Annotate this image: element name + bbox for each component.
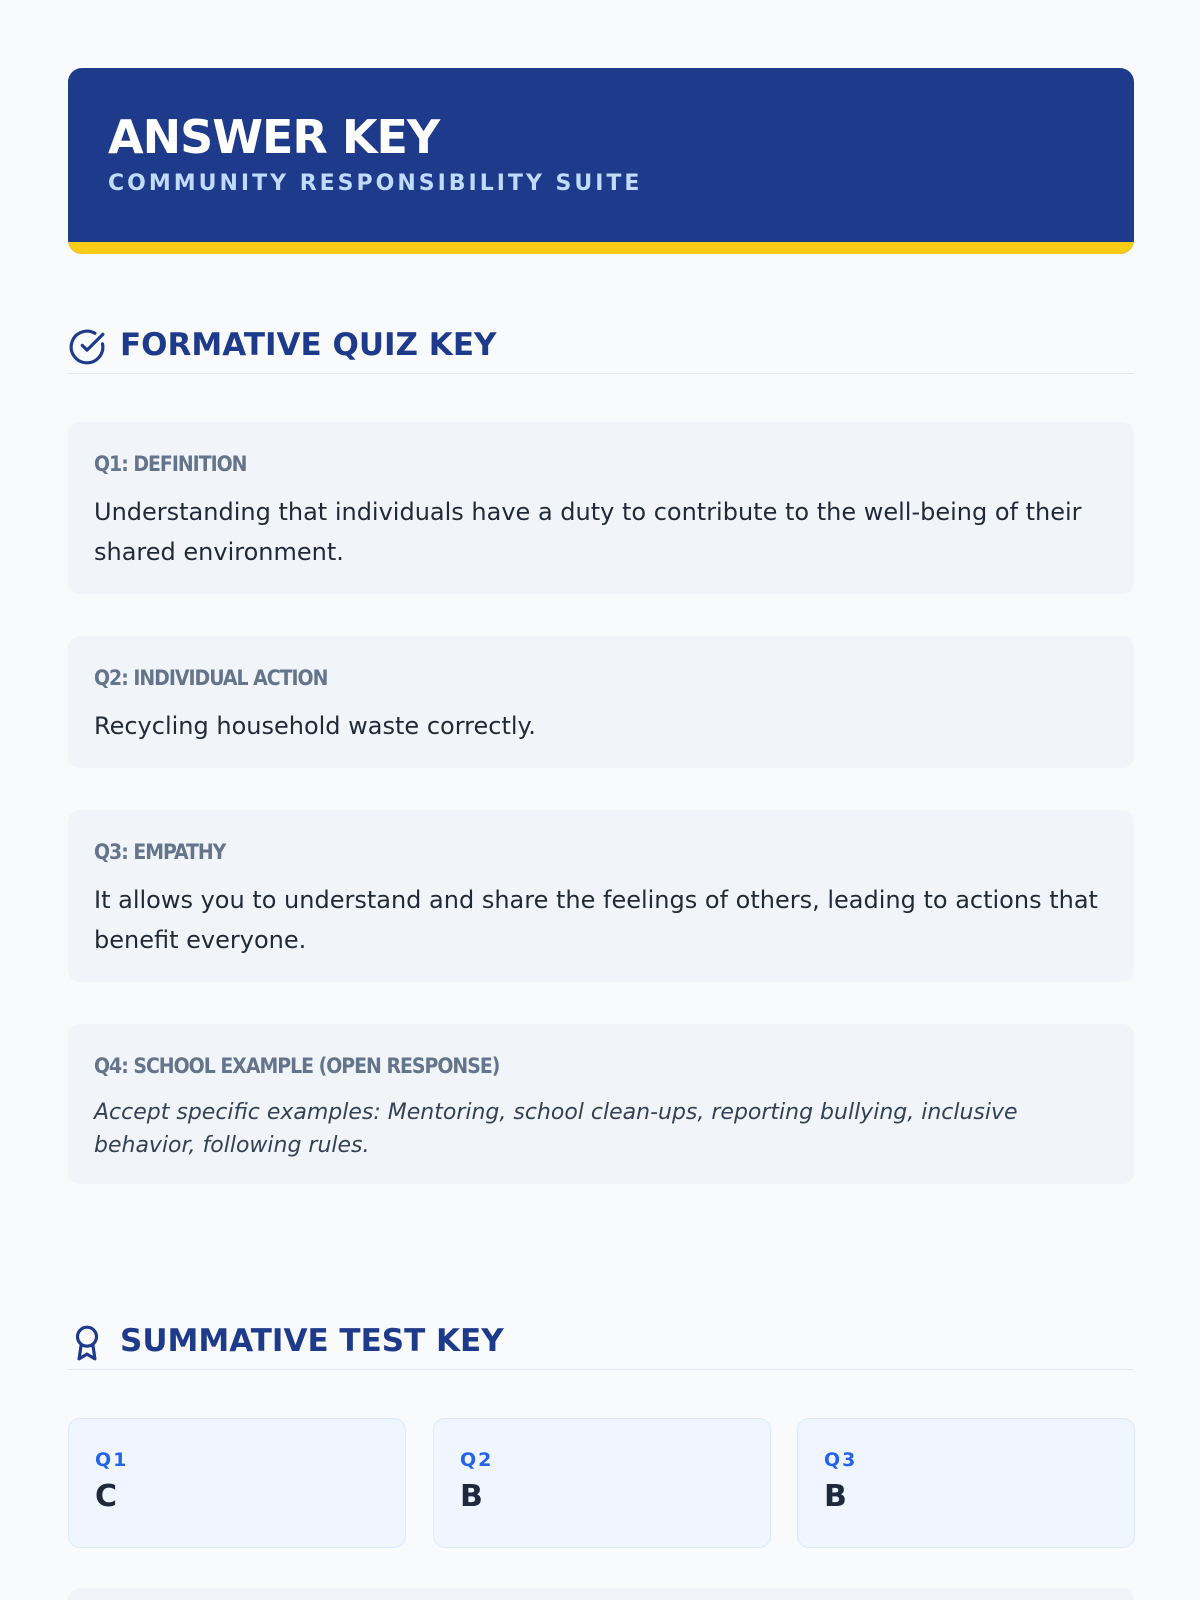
- formative-answer-card: [68, 636, 1134, 768]
- header-banner: [68, 68, 1134, 254]
- formative-answer-card: [68, 1024, 1134, 1184]
- answer-text: It allows you to understand and share the feelings of others, leading to actions that benefit everyone.: [94, 886, 1098, 954]
- formative-section-title: FORMATIVE QUIZ KEY: [120, 327, 497, 363]
- formative-answer-card: [68, 422, 1134, 594]
- summative-answer-card: [433, 1418, 771, 1548]
- answer-text: Accept specific examples: Mentoring, school clean-ups, reporting bullying, inclusive behavior, following rules.: [94, 1100, 1018, 1158]
- formative-answer-card: [68, 810, 1134, 982]
- answer-letter: B: [824, 1479, 847, 1514]
- answer-letter: B: [460, 1479, 483, 1514]
- summative-section-header: [68, 1318, 1134, 1370]
- summative-answer-card: [68, 1418, 406, 1548]
- answer-text: Recycling household waste correctly.: [94, 712, 536, 740]
- award-ribbon-icon: [68, 1324, 106, 1362]
- answer-text: Understanding that individuals have a duty to contribute to the well-being of their shared environment.: [94, 498, 1082, 566]
- page-subtitle: COMMUNITY RESPONSIBILITY SUITE: [108, 171, 643, 196]
- question-label: Q4: SCHOOL EXAMPLE (OPEN RESPONSE): [94, 1054, 500, 1078]
- summative-answer-card: [797, 1418, 1135, 1548]
- page-title: ANSWER KEY: [108, 110, 440, 164]
- question-number: Q1: [95, 1449, 129, 1471]
- summative-section-title: SUMMATIVE TEST KEY: [120, 1323, 504, 1359]
- question-label: Q2: INDIVIDUAL ACTION: [94, 666, 328, 690]
- formative-section-header: [68, 322, 1134, 374]
- question-label: Q1: DEFINITION: [94, 452, 247, 476]
- question-number: Q2: [460, 1449, 494, 1471]
- answer-letter: C: [95, 1479, 118, 1514]
- next-card-partial: [68, 1588, 1134, 1600]
- question-label: Q3: EMPATHY: [94, 840, 226, 864]
- check-circle-icon: [68, 328, 106, 366]
- accent-stripe: [68, 242, 1134, 254]
- question-number: Q3: [824, 1449, 858, 1471]
